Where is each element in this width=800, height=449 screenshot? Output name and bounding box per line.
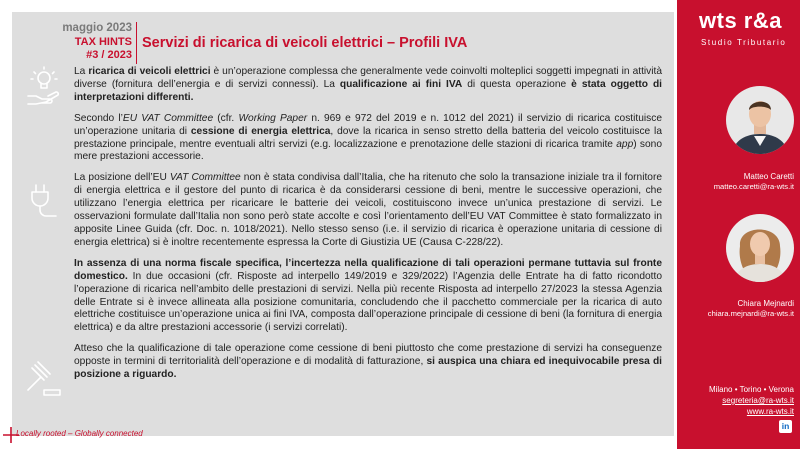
- website-link[interactable]: www.ra-wts.it: [746, 407, 794, 416]
- header-divider: [136, 22, 137, 64]
- issue-number: #3 / 2023: [86, 48, 132, 61]
- sidebar: [677, 0, 800, 449]
- italic-text: EU VAT Committee: [122, 112, 214, 124]
- text-run: Secondo l’: [74, 112, 123, 124]
- paragraph-domestic-uncertainty: [74, 258, 662, 335]
- contact-email[interactable]: matteo.caretti@ra-wts.it: [713, 182, 794, 191]
- text-run: In due occasioni (cfr. Risposte ad interpello 149/2019 e 329/2022) l’Agenzia delle Entrate ha di fatto ricondotto l’operazione di ricarica nell’ambito delle prestazioni di servizi. Nella più recente Risposta ad interpello 27/2023 la stessa Agenzia delle Entrate si è invece allineata alla posizione comunitaria, concludendo che il pacchetto commerciale per la ricarica di auto elettriche costituisce un’operazione unica ai fini IVA, composta dall’operazione principale di cessione di beni (la fornitura di energia elettrica) e da altre prestazioni accessorie (i servizi correlati).: [74, 270, 662, 334]
- text-run: La posizione dell’EU: [74, 172, 170, 184]
- text-run: n. 969 e 972 del 2019 e n. 1012 del 2021) il servizio di ricarica costituisce un’operazione unitaria di: [74, 112, 662, 137]
- bold-text: è stata oggetto di interpretazioni differenti.: [74, 78, 662, 103]
- bold-text: qualificazione ai fini IVA: [339, 78, 463, 90]
- email-link[interactable]: segreteria@ra-wts.it: [722, 396, 794, 405]
- text-run: (cfr.: [213, 112, 239, 124]
- italic-text: VAT Committee: [169, 172, 241, 184]
- text-run: La: [74, 66, 89, 77]
- bold-text: si auspica una chiara ed inequivocabile presa di posizione a riguardo.: [74, 356, 662, 381]
- brand-logo: wts r&a: [699, 8, 782, 33]
- text-run: ) sono mere prestazioni accessorie.: [74, 138, 662, 163]
- lightbulb-hand-icon: [22, 64, 66, 108]
- contact-name: Chiara Mejnardi: [737, 299, 794, 308]
- paragraph-conclusion: [74, 343, 662, 382]
- footer-tagline: Locally rooted – Globally connected: [16, 429, 143, 438]
- italic-text: app: [616, 138, 634, 150]
- italic-text: Working Paper: [238, 112, 308, 124]
- contact-email[interactable]: chiara.mejnardi@ra-wts.it: [707, 309, 794, 318]
- bold-text: In assenza di una norma fiscale specifica, l’incertezza nella qualificazione di tali operazioni permane tuttavia sul fronte domestico.: [74, 257, 662, 282]
- page-title: Servizi di ricarica di veicoli elettrici – Profili IVA: [142, 35, 468, 51]
- office-locations: Milano • Torino • Verona: [708, 385, 794, 394]
- ev-plug-icon: [22, 177, 66, 221]
- bold-text: cessione di energia elettrica: [190, 125, 331, 137]
- text-run: non è stata condivisa dall’Italia, che ha ritenuto che solo la transazione iniziale tra il fornitore di energia elettrica e il gestore del punto di ricarica è da considerarsi cessione di beni, mentre le successive operazioni, che utilizzano l’energia elettrica per ricaricare le batterie dei veicoli, costituiscono invece un’unica prestazione di servizi. Le osservazioni formulate dall’Italia non sono però state accolte e così l’orientamento dell’EU VAT Committee è stato formalizzato in apposite Linee Guida (cfr. Doc. n. 1018/2021). Nello stesso senso (i.e. il servizio di ricarica è operazione unitaria di cessione di energia elettrica) si è inoltre recentemente espressa la Corte di Giustizia UE (Causa C-228/22).: [74, 172, 663, 248]
- paragraph-intro: [74, 66, 662, 105]
- avatar-matteo-caretti: [726, 86, 794, 154]
- text-run: , dove la ricarica in senso stretto della batteria del veicolo costituisce la prestazione principale, mentre eventuali altri servizi (e.g. localizzazione e prenotazione delle stazioni di ricarica tramite: [74, 125, 662, 150]
- avatar-chiara-mejnardi: [726, 214, 794, 282]
- contact-name: Matteo Caretti: [743, 172, 794, 181]
- header-meta: [12, 22, 132, 62]
- bold-text: ricarica di veicoli elettrici: [88, 66, 211, 77]
- series-name: TAX HINTS: [74, 35, 132, 48]
- brand-subtitle: Studio Tributario: [701, 38, 787, 47]
- issue-date: maggio 2023: [62, 22, 132, 34]
- article-body: [74, 66, 662, 390]
- linkedin-icon[interactable]: in: [779, 420, 792, 433]
- text-run: di questa operazione: [462, 78, 572, 90]
- text-run: è un’operazione complessa che generalmente vede coinvolti molteplici soggetti impegnati in attività diverse (fornitura dell’energia e di servizi connessi). La: [74, 66, 663, 90]
- text-run: Atteso che la qualificazione di tale operazione come cessione di beni piuttosto che come prestazione di servizi ha conseguenze opposte in termini di territorialità dell’operazione e di modalità di fatturazione,: [74, 343, 662, 368]
- gavel-icon: [22, 356, 66, 400]
- paragraph-italy-position: [74, 172, 662, 249]
- paragraph-eu-vat-committee: [74, 113, 662, 165]
